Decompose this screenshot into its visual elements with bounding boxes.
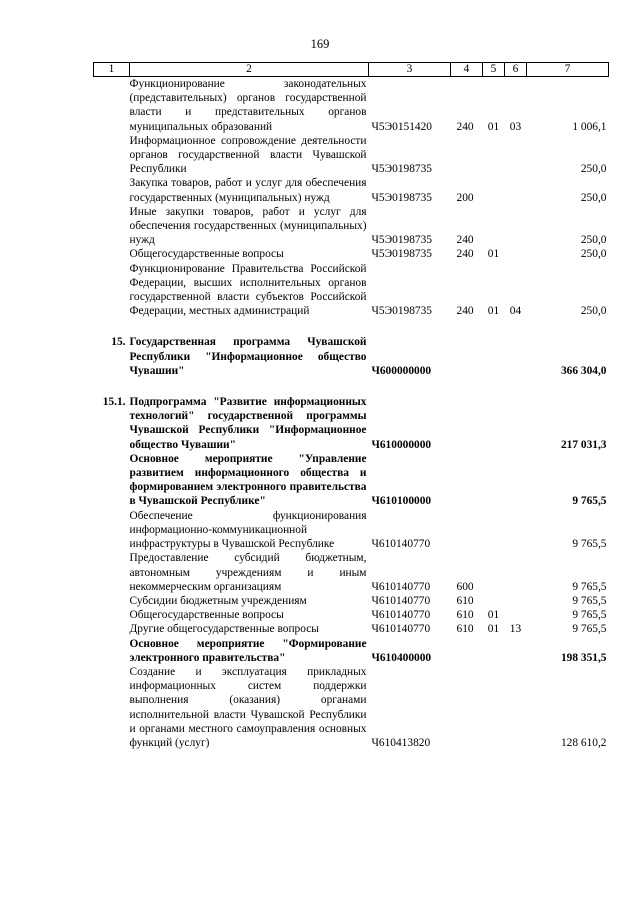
amount: 250,0 xyxy=(580,163,607,176)
table-row xyxy=(94,594,609,608)
subsection-code: 13 xyxy=(509,623,522,636)
column-header: 5 xyxy=(483,63,505,77)
row-number xyxy=(94,77,130,134)
page-number: 169 xyxy=(310,37,330,51)
column-header: 4 xyxy=(451,63,483,77)
row-number xyxy=(94,134,130,177)
target-article-code: Ч610140770 xyxy=(371,538,431,551)
target-article-code: Ч610140770 xyxy=(371,580,431,593)
section-code xyxy=(483,551,505,594)
subsection-code xyxy=(505,551,527,594)
subsection-code xyxy=(505,335,527,378)
table-row xyxy=(94,551,609,594)
section-code xyxy=(483,395,505,452)
expense-type-code: 610 xyxy=(456,623,474,636)
row-number xyxy=(94,247,130,261)
section-code: 01 xyxy=(487,623,500,636)
column-header: 6 xyxy=(505,63,527,77)
row-number xyxy=(94,594,130,608)
expense-type-code: 240 xyxy=(456,305,474,318)
expense-type-code xyxy=(451,452,483,509)
subsection-code xyxy=(505,637,527,665)
amount: 9 765,5 xyxy=(572,580,607,593)
expense-type-code xyxy=(451,335,483,378)
column-header: 3 xyxy=(369,63,451,77)
column-header: 2 xyxy=(130,63,369,77)
amount: 128 610,2 xyxy=(560,736,607,749)
table-row xyxy=(94,176,609,204)
target-article-code: Ч610000000 xyxy=(371,438,432,451)
row-name: Подпрограмма "Развитие информационных технологий" государственной программы Чувашской Республики "Информационное общество Чувашии" xyxy=(129,396,367,451)
column-header: 1 xyxy=(94,63,130,77)
amount: 217 031,3 xyxy=(560,438,607,451)
row-name: Иные закупки товаров, работ и услуг для обеспечения государственных (муниципальных) нужд xyxy=(129,205,367,247)
subsection-code xyxy=(505,205,527,248)
row-number xyxy=(94,262,130,319)
amount: 1 006,1 xyxy=(572,120,607,133)
section-code xyxy=(483,134,505,177)
expense-type-code xyxy=(451,637,483,665)
section-code xyxy=(483,205,505,248)
subsection-code xyxy=(505,509,527,552)
section-code xyxy=(483,665,505,750)
table-row xyxy=(94,637,609,665)
target-article-code: Ч5Э0198735 xyxy=(371,191,432,204)
subsection-code xyxy=(505,452,527,509)
row-number xyxy=(94,665,130,750)
subsection-code: 04 xyxy=(509,305,522,318)
section-code xyxy=(483,452,505,509)
section-code xyxy=(483,509,505,552)
row-number xyxy=(94,205,130,248)
table-header xyxy=(94,63,609,77)
row-name: Государственная программа Чувашской Республики "Информационное общество Чувашии" xyxy=(129,336,367,377)
row-name: Общегосударственные вопросы xyxy=(129,609,284,622)
expense-type-code xyxy=(451,134,483,177)
subsection-code xyxy=(505,665,527,750)
row-name: Функционирование Правительства Российской Федерации, высших исполнительных органов государственной власти субъектов Российской Федерации, местных администраций xyxy=(129,262,367,318)
target-article-code: Ч610140770 xyxy=(371,609,431,622)
row-number xyxy=(94,452,130,509)
table-body xyxy=(94,77,609,751)
subsection-code xyxy=(505,608,527,622)
expense-type-code: 610 xyxy=(456,594,474,607)
table-row xyxy=(94,665,609,750)
table-row xyxy=(94,247,609,261)
row-name: Другие общегосударственные вопросы xyxy=(129,623,319,636)
table-row xyxy=(94,608,609,622)
target-article-code: Ч610140770 xyxy=(371,623,431,636)
target-article-code: Ч610140770 xyxy=(371,594,431,607)
table-row xyxy=(94,452,609,509)
table-row xyxy=(94,509,609,552)
section-code xyxy=(483,335,505,378)
expense-type-code: 610 xyxy=(456,609,474,622)
target-article-code: Ч5Э0198735 xyxy=(371,248,432,261)
amount: 9 765,5 xyxy=(572,609,607,622)
row-name: Предоставление субсидий бюджетным, автономным учреждениям и иным некоммерческим организациям xyxy=(129,552,367,593)
row-number xyxy=(94,551,130,594)
subsection-code xyxy=(505,176,527,204)
target-article-code: Ч610413820 xyxy=(371,736,431,749)
amount: 250,0 xyxy=(580,248,607,261)
expense-type-code xyxy=(451,509,483,552)
row-number xyxy=(94,509,130,552)
subsection-code xyxy=(505,247,527,261)
row-name: Закупка товаров, работ и услуг для обеспечения государственных (муниципальных) нужд xyxy=(129,177,367,204)
section-code xyxy=(483,176,505,204)
amount: 9 765,5 xyxy=(572,538,607,551)
subsection-code: 03 xyxy=(509,120,522,133)
amount: 250,0 xyxy=(580,305,607,318)
table-row xyxy=(94,77,609,134)
row-name: Общегосударственные вопросы xyxy=(129,248,284,261)
row-name: Создание и эксплуатация прикладных информационных систем поддержки выполнения (оказания) органами исполнительной власти Чувашской Республики и органами местного самоуправления основных функций (услуг) xyxy=(129,665,367,749)
expense-type-code: 240 xyxy=(456,248,474,261)
row-number xyxy=(94,608,130,622)
target-article-code: Ч610400000 xyxy=(371,651,432,664)
amount: 9 765,5 xyxy=(572,495,607,508)
amount: 9 765,5 xyxy=(572,623,607,636)
section-code: 01 xyxy=(487,248,500,261)
target-article-code: Ч5Э0198735 xyxy=(371,234,432,247)
expense-type-code xyxy=(451,665,483,750)
row-name: Основное мероприятие "Управление развитием информационного общества и формированием электронного правительства в Чувашской Республике" xyxy=(129,452,367,508)
row-name: Субсидии бюджетным учреждениям xyxy=(129,594,307,607)
section-code: 01 xyxy=(487,609,500,622)
section-code: 01 xyxy=(487,120,500,133)
section-code xyxy=(483,637,505,665)
table-row xyxy=(94,205,609,248)
amount: 198 351,5 xyxy=(560,651,607,664)
subsection-code xyxy=(505,134,527,177)
expense-type-code: 600 xyxy=(456,580,474,593)
expense-type-code: 240 xyxy=(456,120,474,133)
row-number xyxy=(94,622,130,636)
expense-type-code: 240 xyxy=(456,234,474,247)
subsection-code xyxy=(505,395,527,452)
row-number: 15. xyxy=(111,336,126,349)
target-article-code: Ч5Э0198735 xyxy=(371,305,432,318)
spacer-cell xyxy=(94,318,609,335)
target-article-code: Ч5Э0198735 xyxy=(371,163,432,176)
amount: 366 304,0 xyxy=(560,364,607,377)
amount: 9 765,5 xyxy=(572,594,607,607)
target-article-code: Ч610100000 xyxy=(371,495,432,508)
target-article-code: Ч5Э0151420 xyxy=(371,120,432,133)
row-spacer xyxy=(94,378,609,395)
row-name: Информационное сопровождение деятельности органов государственной власти Чувашской Республики xyxy=(129,134,367,176)
row-spacer xyxy=(94,318,609,335)
table-row xyxy=(94,262,609,319)
expense-type-code: 200 xyxy=(456,191,474,204)
table-row xyxy=(94,134,609,177)
row-name: Функционирование законодательных (представительных) органов государственной власти и представительных органов муниципальных образований xyxy=(129,78,367,133)
section-code xyxy=(483,594,505,608)
amount: 250,0 xyxy=(580,191,607,204)
row-name: Обеспечение функционирования информационно-коммуникационной инфраструктуры в Чувашской Республике xyxy=(129,509,367,551)
expense-type-code xyxy=(451,395,483,452)
table-row xyxy=(94,622,609,636)
column-header: 7 xyxy=(527,63,609,77)
spacer-cell xyxy=(94,378,609,395)
row-number: 15.1. xyxy=(102,396,126,409)
budget-table xyxy=(93,62,609,750)
table-row xyxy=(94,335,609,378)
section-code: 01 xyxy=(487,305,500,318)
row-name: Основное мероприятие "Формирование электронного правительства" xyxy=(129,637,367,664)
row-number xyxy=(94,176,130,204)
row-number xyxy=(94,637,130,665)
subsection-code xyxy=(505,594,527,608)
table-row xyxy=(94,395,609,452)
target-article-code: Ч600000000 xyxy=(371,364,432,377)
amount: 250,0 xyxy=(580,234,607,247)
